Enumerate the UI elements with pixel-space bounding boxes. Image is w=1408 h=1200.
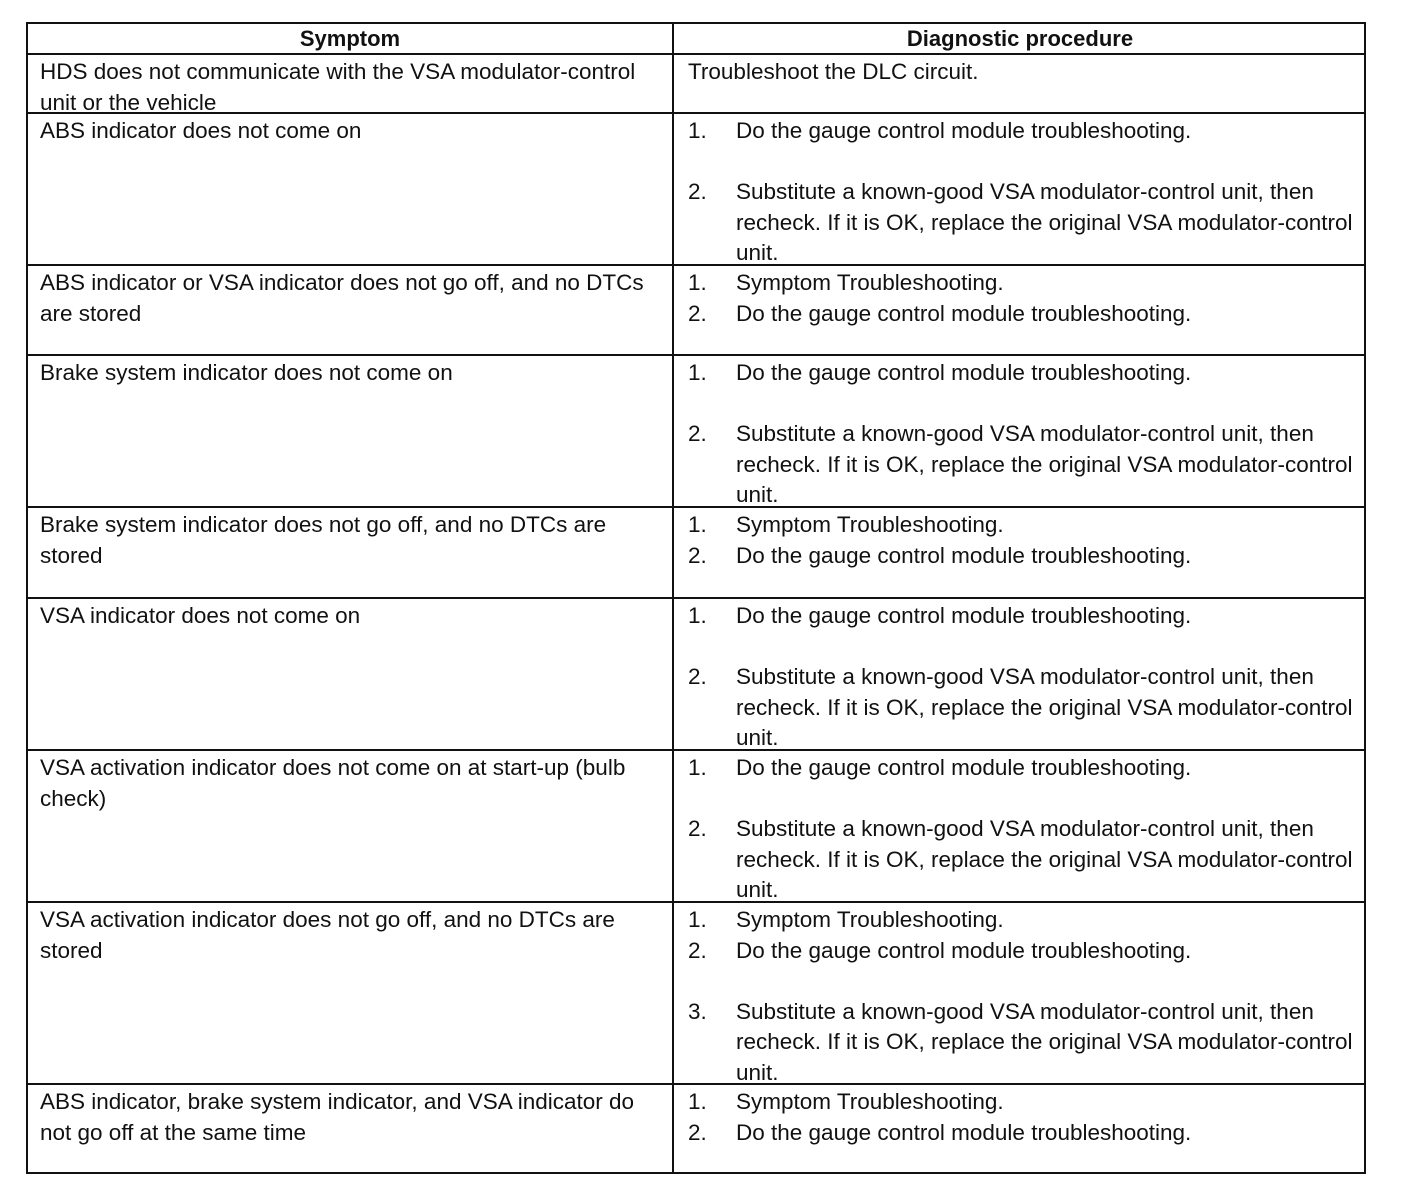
procedure-step: 1. Do the gauge control module troubleshooting. bbox=[688, 118, 1192, 143]
row-divider bbox=[28, 53, 1364, 55]
table-row-symptom: HDS does not communicate with the VSA modulator-control unit or the vehicle bbox=[40, 59, 636, 115]
procedure-step: 2. Do the gauge control module troubleshooting. bbox=[688, 1119, 1192, 1145]
table-row-procedure: Troubleshoot the DLC circuit. bbox=[688, 59, 979, 84]
procedure-step: 1. Symptom Troubleshooting. bbox=[688, 270, 1004, 295]
table-row-symptom: Brake system indicator does not go off, and no DTCs are stored bbox=[40, 512, 607, 568]
table-row-symptom: ABS indicator, brake system indicator, and VSA indicator do not go off at the same time bbox=[40, 1089, 635, 1145]
table-row-symptom: VSA activation indicator does not come on at start-up (bulb check) bbox=[40, 755, 626, 811]
table-row-procedure bbox=[688, 1087, 1363, 1148]
table-row-procedure bbox=[688, 510, 1363, 571]
diagnostic-table bbox=[26, 22, 1366, 1174]
procedure-step: 2. Do the gauge control module troubleshooting. bbox=[688, 542, 1192, 568]
table-row-procedure bbox=[688, 601, 1363, 754]
row-divider bbox=[28, 597, 1364, 599]
procedure-step: 1. Do the gauge control module troubleshooting. bbox=[688, 360, 1192, 385]
header-symptom: Symptom bbox=[299, 26, 401, 51]
table-row-symptom: VSA indicator does not come on bbox=[40, 603, 361, 628]
procedure-step: 2. Substitute a known-good VSA modulator-control unit, then recheck. If it is OK, replace the original VSA modulator-control unit. bbox=[688, 421, 1353, 507]
procedure-step: 2. Do the gauge control module troubleshooting. bbox=[688, 300, 1192, 326]
procedure-step: 2. Substitute a known-good VSA modulator-control unit, then recheck. If it is OK, replace the original VSA modulator-control unit. bbox=[688, 816, 1353, 902]
row-divider bbox=[28, 354, 1364, 356]
table-row-procedure bbox=[688, 268, 1363, 329]
table-row-procedure bbox=[688, 753, 1363, 906]
procedure-step: 3. Substitute a known-good VSA modulator-control unit, then recheck. If it is OK, replace the original VSA modulator-control unit. bbox=[688, 998, 1353, 1085]
procedure-step: 1. Do the gauge control module troubleshooting. bbox=[688, 603, 1192, 628]
procedure-step: 1. Do the gauge control module troubleshooting. bbox=[688, 755, 1192, 780]
table-row-symptom: VSA activation indicator does not go off, and no DTCs are stored bbox=[40, 907, 615, 963]
procedure-step: 1. Symptom Troubleshooting. bbox=[688, 907, 1004, 932]
table-row-symptom: Brake system indicator does not come on bbox=[40, 360, 453, 385]
table-row-symptom: ABS indicator does not come on bbox=[40, 118, 362, 143]
procedure-step: 2. Do the gauge control module troubleshooting. bbox=[688, 937, 1192, 963]
table-row-procedure bbox=[688, 358, 1363, 511]
procedure-step: 1. Symptom Troubleshooting. bbox=[688, 512, 1004, 537]
header-procedure: Diagnostic procedure bbox=[906, 26, 1134, 51]
procedure-step: 2. Substitute a known-good VSA modulator-control unit, then recheck. If it is OK, replace the original VSA modulator-control unit. bbox=[688, 179, 1353, 265]
procedure-step: 1. Symptom Troubleshooting. bbox=[688, 1089, 1004, 1114]
table-row-procedure bbox=[688, 116, 1363, 269]
table-row-symptom: ABS indicator or VSA indicator does not go off, and no DTCs are stored bbox=[40, 270, 644, 326]
procedure-step: 2. Substitute a known-good VSA modulator-control unit, then recheck. If it is OK, replace the original VSA modulator-control unit. bbox=[688, 664, 1353, 750]
table-row-procedure bbox=[688, 905, 1363, 1088]
